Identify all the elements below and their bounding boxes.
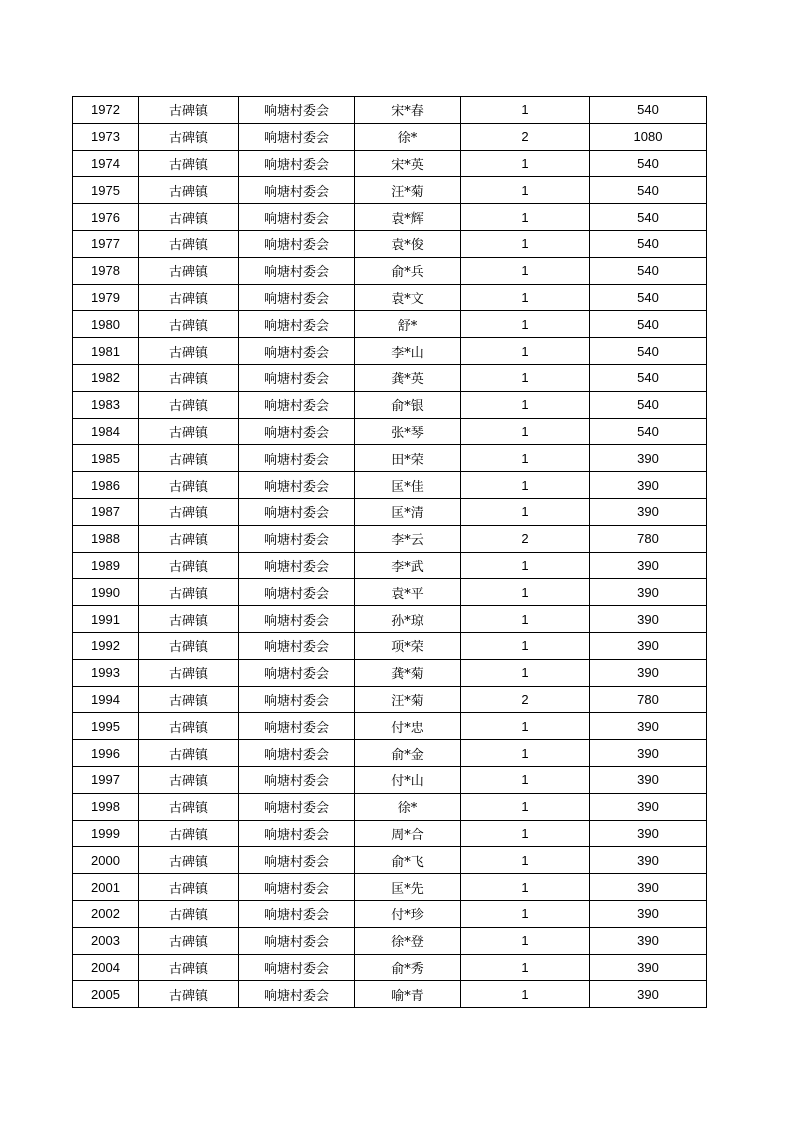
- cell-person-name: 田*荣: [355, 445, 461, 472]
- cell-village-committee: 响塘村委会: [239, 498, 355, 525]
- cell-person-name: 李*山: [355, 338, 461, 365]
- cell-person-name: 喻*青: [355, 981, 461, 1008]
- cell-amount: 390: [590, 820, 707, 847]
- cell-serial-number: 2005: [73, 981, 139, 1008]
- cell-amount: 390: [590, 874, 707, 901]
- cell-count: 1: [461, 632, 590, 659]
- cell-count: 1: [461, 204, 590, 231]
- cell-person-name: 俞*金: [355, 740, 461, 767]
- cell-count: 1: [461, 338, 590, 365]
- cell-count: 1: [461, 230, 590, 257]
- cell-amount: 390: [590, 766, 707, 793]
- cell-count: 2: [461, 123, 590, 150]
- cell-count: 1: [461, 150, 590, 177]
- table-row: [73, 445, 707, 472]
- table-row: [73, 793, 707, 820]
- cell-serial-number: 1981: [73, 338, 139, 365]
- table-row: [73, 150, 707, 177]
- cell-village-committee: 响塘村委会: [239, 525, 355, 552]
- cell-person-name: 宋*英: [355, 150, 461, 177]
- cell-amount: 390: [590, 954, 707, 981]
- cell-town: 古碑镇: [139, 606, 239, 633]
- table-row: [73, 391, 707, 418]
- table-row: [73, 766, 707, 793]
- cell-village-committee: 响塘村委会: [239, 123, 355, 150]
- cell-serial-number: 1976: [73, 204, 139, 231]
- cell-person-name: 徐*登: [355, 927, 461, 954]
- cell-count: 1: [461, 713, 590, 740]
- cell-town: 古碑镇: [139, 445, 239, 472]
- cell-town: 古碑镇: [139, 204, 239, 231]
- cell-count: 1: [461, 874, 590, 901]
- cell-village-committee: 响塘村委会: [239, 659, 355, 686]
- table-row: [73, 177, 707, 204]
- cell-town: 古碑镇: [139, 472, 239, 499]
- cell-count: 1: [461, 552, 590, 579]
- cell-town: 古碑镇: [139, 954, 239, 981]
- cell-person-name: 龚*英: [355, 364, 461, 391]
- cell-village-committee: 响塘村委会: [239, 981, 355, 1008]
- cell-town: 古碑镇: [139, 257, 239, 284]
- cell-amount: 390: [590, 552, 707, 579]
- cell-count: 1: [461, 472, 590, 499]
- cell-town: 古碑镇: [139, 820, 239, 847]
- cell-person-name: 徐*: [355, 123, 461, 150]
- cell-town: 古碑镇: [139, 418, 239, 445]
- cell-amount: 390: [590, 472, 707, 499]
- cell-serial-number: 1997: [73, 766, 139, 793]
- cell-person-name: 俞*兵: [355, 257, 461, 284]
- cell-serial-number: 1989: [73, 552, 139, 579]
- cell-town: 古碑镇: [139, 686, 239, 713]
- cell-amount: 540: [590, 364, 707, 391]
- table-row: [73, 713, 707, 740]
- cell-amount: 540: [590, 311, 707, 338]
- table-row: [73, 338, 707, 365]
- cell-serial-number: 2002: [73, 900, 139, 927]
- cell-town: 古碑镇: [139, 284, 239, 311]
- table-row: [73, 97, 707, 124]
- cell-amount: 390: [590, 445, 707, 472]
- cell-amount: 390: [590, 847, 707, 874]
- cell-count: 1: [461, 284, 590, 311]
- cell-person-name: 舒*: [355, 311, 461, 338]
- cell-serial-number: 1972: [73, 97, 139, 124]
- cell-serial-number: 1999: [73, 820, 139, 847]
- cell-serial-number: 1996: [73, 740, 139, 767]
- cell-village-committee: 响塘村委会: [239, 606, 355, 633]
- cell-count: 1: [461, 659, 590, 686]
- cell-town: 古碑镇: [139, 740, 239, 767]
- cell-town: 古碑镇: [139, 766, 239, 793]
- cell-count: 1: [461, 766, 590, 793]
- cell-person-name: 孙*琼: [355, 606, 461, 633]
- table-row: [73, 874, 707, 901]
- cell-person-name: 匡*清: [355, 498, 461, 525]
- cell-village-committee: 响塘村委会: [239, 793, 355, 820]
- cell-amount: 540: [590, 230, 707, 257]
- table-row: [73, 927, 707, 954]
- cell-amount: 390: [590, 498, 707, 525]
- cell-person-name: 袁*辉: [355, 204, 461, 231]
- cell-count: 1: [461, 900, 590, 927]
- table-row: [73, 900, 707, 927]
- cell-town: 古碑镇: [139, 338, 239, 365]
- table-row: [73, 472, 707, 499]
- cell-count: 1: [461, 820, 590, 847]
- cell-serial-number: 1987: [73, 498, 139, 525]
- cell-village-committee: 响塘村委会: [239, 766, 355, 793]
- cell-town: 古碑镇: [139, 793, 239, 820]
- cell-person-name: 张*琴: [355, 418, 461, 445]
- beneficiary-table: [72, 96, 707, 1008]
- cell-town: 古碑镇: [139, 579, 239, 606]
- cell-serial-number: 1988: [73, 525, 139, 552]
- cell-village-committee: 响塘村委会: [239, 820, 355, 847]
- cell-village-committee: 响塘村委会: [239, 847, 355, 874]
- cell-count: 2: [461, 686, 590, 713]
- cell-person-name: 俞*银: [355, 391, 461, 418]
- cell-amount: 390: [590, 927, 707, 954]
- cell-town: 古碑镇: [139, 552, 239, 579]
- cell-person-name: 龚*菊: [355, 659, 461, 686]
- cell-serial-number: 1979: [73, 284, 139, 311]
- table-row: [73, 606, 707, 633]
- cell-person-name: 李*云: [355, 525, 461, 552]
- cell-serial-number: 1992: [73, 632, 139, 659]
- cell-person-name: 袁*平: [355, 579, 461, 606]
- cell-serial-number: 1994: [73, 686, 139, 713]
- cell-amount: 540: [590, 338, 707, 365]
- cell-village-committee: 响塘村委会: [239, 900, 355, 927]
- cell-village-committee: 响塘村委会: [239, 257, 355, 284]
- cell-serial-number: 1973: [73, 123, 139, 150]
- table-row: [73, 847, 707, 874]
- cell-town: 古碑镇: [139, 364, 239, 391]
- cell-person-name: 匡*佳: [355, 472, 461, 499]
- cell-count: 1: [461, 793, 590, 820]
- cell-serial-number: 1983: [73, 391, 139, 418]
- cell-person-name: 汪*菊: [355, 686, 461, 713]
- table-row: [73, 418, 707, 445]
- cell-amount: 540: [590, 204, 707, 231]
- table-row: [73, 740, 707, 767]
- cell-serial-number: 1998: [73, 793, 139, 820]
- cell-town: 古碑镇: [139, 632, 239, 659]
- cell-count: 1: [461, 311, 590, 338]
- cell-amount: 540: [590, 177, 707, 204]
- cell-village-committee: 响塘村委会: [239, 338, 355, 365]
- cell-town: 古碑镇: [139, 391, 239, 418]
- cell-serial-number: 2004: [73, 954, 139, 981]
- cell-serial-number: 1984: [73, 418, 139, 445]
- cell-town: 古碑镇: [139, 900, 239, 927]
- cell-amount: 540: [590, 284, 707, 311]
- cell-town: 古碑镇: [139, 713, 239, 740]
- cell-amount: 540: [590, 97, 707, 124]
- cell-count: 2: [461, 525, 590, 552]
- table-row: [73, 525, 707, 552]
- cell-amount: 540: [590, 418, 707, 445]
- cell-village-committee: 响塘村委会: [239, 954, 355, 981]
- cell-village-committee: 响塘村委会: [239, 150, 355, 177]
- cell-serial-number: 1980: [73, 311, 139, 338]
- table-row: [73, 311, 707, 338]
- cell-count: 1: [461, 391, 590, 418]
- cell-village-committee: 响塘村委会: [239, 284, 355, 311]
- cell-count: 1: [461, 445, 590, 472]
- cell-serial-number: 2000: [73, 847, 139, 874]
- cell-amount: 390: [590, 713, 707, 740]
- table-row: [73, 632, 707, 659]
- cell-person-name: 李*武: [355, 552, 461, 579]
- cell-town: 古碑镇: [139, 847, 239, 874]
- cell-amount: 390: [590, 740, 707, 767]
- cell-amount: 390: [590, 606, 707, 633]
- cell-town: 古碑镇: [139, 498, 239, 525]
- table-row: [73, 686, 707, 713]
- cell-village-committee: 响塘村委会: [239, 927, 355, 954]
- cell-person-name: 俞*秀: [355, 954, 461, 981]
- cell-village-committee: 响塘村委会: [239, 391, 355, 418]
- cell-person-name: 汪*菊: [355, 177, 461, 204]
- cell-village-committee: 响塘村委会: [239, 97, 355, 124]
- cell-village-committee: 响塘村委会: [239, 177, 355, 204]
- cell-village-committee: 响塘村委会: [239, 472, 355, 499]
- cell-person-name: 付*忠: [355, 713, 461, 740]
- table-row: [73, 659, 707, 686]
- cell-town: 古碑镇: [139, 659, 239, 686]
- cell-town: 古碑镇: [139, 97, 239, 124]
- cell-count: 1: [461, 847, 590, 874]
- table-row: [73, 498, 707, 525]
- table-row: [73, 123, 707, 150]
- cell-person-name: 周*合: [355, 820, 461, 847]
- cell-village-committee: 响塘村委会: [239, 632, 355, 659]
- cell-count: 1: [461, 177, 590, 204]
- cell-amount: 390: [590, 632, 707, 659]
- cell-village-committee: 响塘村委会: [239, 686, 355, 713]
- cell-village-committee: 响塘村委会: [239, 311, 355, 338]
- cell-town: 古碑镇: [139, 311, 239, 338]
- cell-count: 1: [461, 498, 590, 525]
- cell-amount: 390: [590, 900, 707, 927]
- cell-count: 1: [461, 418, 590, 445]
- cell-amount: 390: [590, 579, 707, 606]
- table-row: [73, 552, 707, 579]
- cell-count: 1: [461, 606, 590, 633]
- cell-village-committee: 响塘村委会: [239, 445, 355, 472]
- cell-amount: 780: [590, 525, 707, 552]
- cell-village-committee: 响塘村委会: [239, 713, 355, 740]
- table-row: [73, 364, 707, 391]
- cell-amount: 390: [590, 981, 707, 1008]
- cell-town: 古碑镇: [139, 874, 239, 901]
- cell-count: 1: [461, 740, 590, 767]
- cell-village-committee: 响塘村委会: [239, 364, 355, 391]
- cell-amount: 780: [590, 686, 707, 713]
- cell-serial-number: 1975: [73, 177, 139, 204]
- table-row: [73, 579, 707, 606]
- cell-town: 古碑镇: [139, 123, 239, 150]
- cell-amount: 1080: [590, 123, 707, 150]
- cell-amount: 540: [590, 257, 707, 284]
- cell-person-name: 匡*先: [355, 874, 461, 901]
- table-row: [73, 981, 707, 1008]
- cell-village-committee: 响塘村委会: [239, 552, 355, 579]
- cell-person-name: 付*山: [355, 766, 461, 793]
- cell-village-committee: 响塘村委会: [239, 579, 355, 606]
- cell-town: 古碑镇: [139, 981, 239, 1008]
- cell-count: 1: [461, 954, 590, 981]
- cell-person-name: 袁*俊: [355, 230, 461, 257]
- cell-person-name: 袁*文: [355, 284, 461, 311]
- cell-person-name: 宋*春: [355, 97, 461, 124]
- cell-count: 1: [461, 97, 590, 124]
- cell-serial-number: 1991: [73, 606, 139, 633]
- cell-town: 古碑镇: [139, 177, 239, 204]
- cell-serial-number: 1993: [73, 659, 139, 686]
- cell-amount: 540: [590, 391, 707, 418]
- cell-person-name: 项*荣: [355, 632, 461, 659]
- cell-count: 1: [461, 257, 590, 284]
- cell-person-name: 俞*飞: [355, 847, 461, 874]
- cell-serial-number: 1985: [73, 445, 139, 472]
- cell-village-committee: 响塘村委会: [239, 874, 355, 901]
- cell-serial-number: 1974: [73, 150, 139, 177]
- cell-person-name: 徐*: [355, 793, 461, 820]
- cell-amount: 540: [590, 150, 707, 177]
- cell-serial-number: 1978: [73, 257, 139, 284]
- cell-amount: 390: [590, 793, 707, 820]
- cell-amount: 390: [590, 659, 707, 686]
- cell-count: 1: [461, 927, 590, 954]
- cell-serial-number: 2001: [73, 874, 139, 901]
- cell-town: 古碑镇: [139, 525, 239, 552]
- table-row: [73, 257, 707, 284]
- table-row: [73, 820, 707, 847]
- cell-town: 古碑镇: [139, 230, 239, 257]
- cell-serial-number: 1977: [73, 230, 139, 257]
- table-row: [73, 230, 707, 257]
- cell-serial-number: 1995: [73, 713, 139, 740]
- table-row: [73, 204, 707, 231]
- cell-serial-number: 1986: [73, 472, 139, 499]
- table-body: [73, 97, 707, 1008]
- table-row: [73, 284, 707, 311]
- cell-village-committee: 响塘村委会: [239, 740, 355, 767]
- cell-town: 古碑镇: [139, 927, 239, 954]
- cell-village-committee: 响塘村委会: [239, 204, 355, 231]
- cell-person-name: 付*珍: [355, 900, 461, 927]
- cell-village-committee: 响塘村委会: [239, 418, 355, 445]
- cell-serial-number: 1990: [73, 579, 139, 606]
- cell-serial-number: 2003: [73, 927, 139, 954]
- cell-serial-number: 1982: [73, 364, 139, 391]
- table-row: [73, 954, 707, 981]
- cell-village-committee: 响塘村委会: [239, 230, 355, 257]
- cell-town: 古碑镇: [139, 150, 239, 177]
- cell-count: 1: [461, 981, 590, 1008]
- cell-count: 1: [461, 364, 590, 391]
- cell-count: 1: [461, 579, 590, 606]
